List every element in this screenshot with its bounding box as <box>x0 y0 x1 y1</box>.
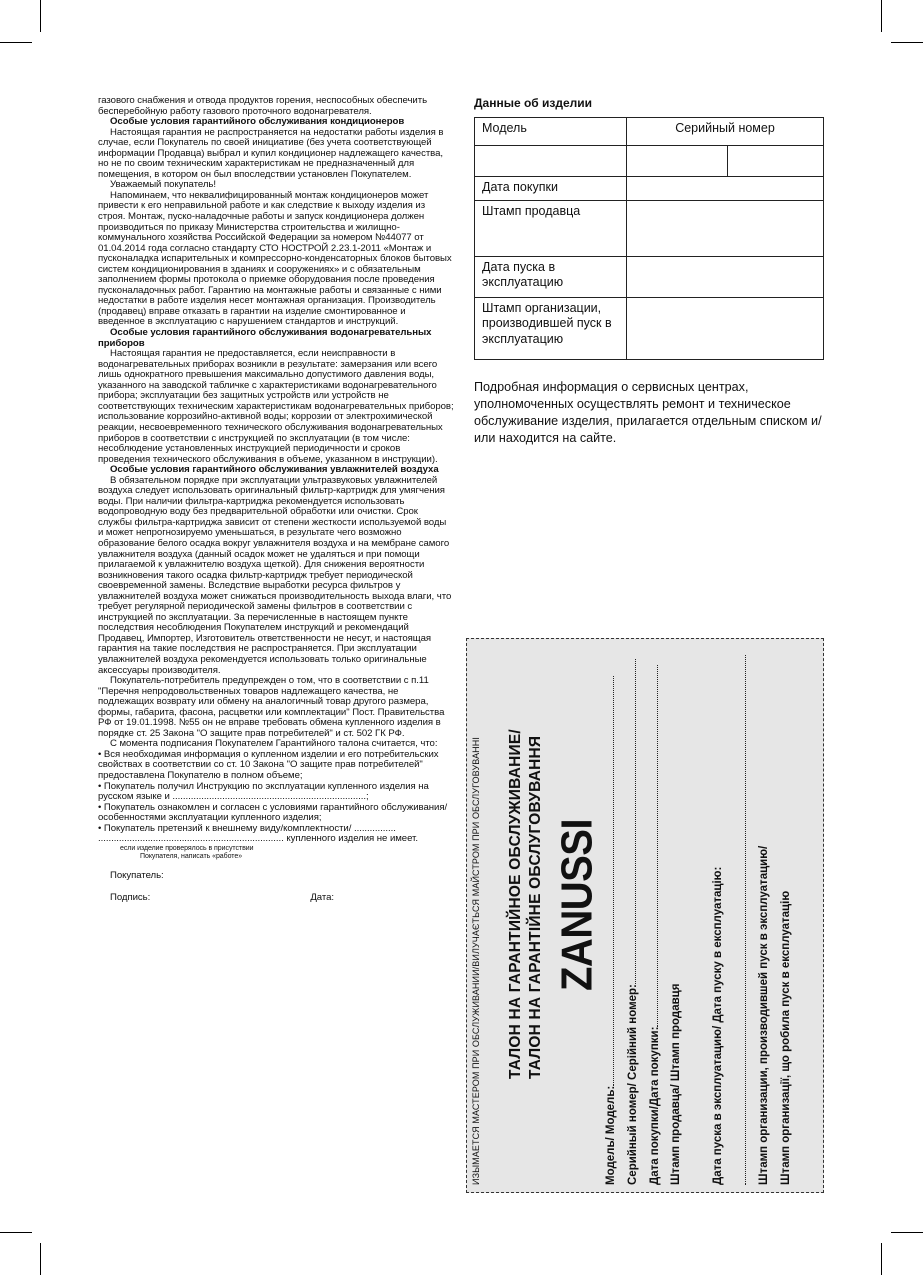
serial-value-cell[interactable] <box>627 146 728 177</box>
buyer-label: Покупатель: <box>110 869 164 881</box>
crop-mark <box>0 1232 32 1233</box>
crop-mark <box>0 42 32 43</box>
paragraph: Настоящая гарантия не распространяется на недостатки работы изделия в случае, если Покупатель по своей инициативе (без учета соответствующей информации Продавца) выбрал и купил кондиционер надлежащего качества, но не по своим техническим характеристикам не предназначенный для помещения, в котором он был впоследствии установлен Покупателем. <box>98 126 444 180</box>
service-info-text: Подробная информация о сервисных центрах, уполномоченных осуществлять ремонт и техническое обслуживание изделия, прилагается отдельным списком и/или находится на сайте. <box>474 380 822 445</box>
section-heading-ac: Особые условия гарантийного обслуживания кондиционеров <box>110 116 405 128</box>
footnote: если изделие проверялось в присутствии <box>120 844 254 852</box>
model-label: Модель <box>475 118 627 146</box>
paragraph: Настоящая гарантия не предоставляется, если неисправности в водонагревательных приборах возникли в результате: замерзания или всего лишь однократного превышения максимально допустимого давления воды, указанного на заводской табличке с характеристиками водонагревательного прибора; эксплуатации без защитных устройств или устройств не соответствующих техническим характеристикам водонагревательных приборов; использование коррозийно-активной воды; коррозии от электрохимической реакции, несвоевременного технического обслуживания водонагревательных приборов в соответствии с инструкцией по эксплуатации (в том числе: несоблюдение установленных инструкцией периодичности и сроков проведения технического обслуживания в объеме, указанном в инструкции). <box>98 348 454 465</box>
serial-label: Серийный номер <box>627 118 824 146</box>
coupon-strip-text: ИЗЫМАЕТСЯ МАСТЕРОМ ПРИ ОБСЛУЖИВАНИИ/ВИЛУЧАЄТЬСЯ МАЙСТРОМ ПРИ ОБСЛУГОВУВАННІ <box>471 737 481 1185</box>
date-label: Дата: <box>310 892 334 904</box>
bullet-item: • Вся необходимая информация о купленном изделии и его потребительских свойствах в соответствии со ст. 10 Закона "О защите прав потребителей" предоставлена Покупателю в полном объеме; <box>98 748 439 781</box>
crop-mark <box>40 1243 41 1275</box>
coupon-field-model: Модель/ Модель: <box>603 676 617 1185</box>
crop-mark <box>891 1232 923 1233</box>
coupon-field-org-ua: Штамп организації, що робила пуск в експлуатацію <box>780 890 792 1185</box>
coupon-field-start: Дата пуска в эксплуатацию/ Дата пуску в експлуатацію: <box>712 866 724 1185</box>
paragraph: Напоминаем, что неквалифицированный монтаж кондиционеров может привести к его неправильной работе и как следствие к выходу изделия из строя. Монтаж, пуско-наладочные работы и запуск кондиционера должен производиться по приказу Министерства строительства и жилищно-коммунального хозяйства Российской Федерации за номером №44077 от 01.04.2014 года согласно стандарту СТО НОСТРОЙ 2.23.1-2011 «Монтаж и пусконаладка испарительных и компрессорно-конденсаторных блоков бытовых систем кондиционирования в зданиях и сооружениях» и с обязательным заполнением формы протокола о приемке оборудования после проведения пусконаладочных работ. Гарантию на монтажные работы и связанные с ними недостатки в работе изделия несет монтажная организация. Производитель (продавец) вправе отказать в гарантии на изделие смонтированное и введенное в эксплуатацию с нарушением стандартов и инструкций. <box>98 189 452 328</box>
section-heading-water-heaters: Особые условия гарантийного обслуживания водонагревательных приборов <box>98 327 432 349</box>
coupon-title-ru: ТАЛОН НА ГАРАНТИЙНОЕ ОБСЛУЖИВАНИЕ/ <box>507 729 524 1079</box>
org-stamp-cell[interactable] <box>627 297 824 359</box>
paragraph: Покупатель-потребитель предупрежден о том, что в соответствии с п.11 "Перечня непродовольственных товаров надлежащего качества, не подлежащих возврату или обмену на аналогичный товар другого размера, формы, габарита, фасона, расцветки или комплектации" Пост. Правительства РФ от 19.01.1998. №55 он не вправе требовать обмена купленного изделия в порядке ст. 25 Закона "О защите прав потребителей" и ст. 502 ГК РФ. <box>98 675 445 739</box>
coupon-field-serial: Серийный номер/ Серійний номер: <box>625 659 639 1185</box>
product-data-table <box>474 117 824 360</box>
paragraph: Уважаемый покупатель! <box>110 179 216 191</box>
serial-value-cell[interactable] <box>728 146 824 177</box>
seller-stamp-label: Штамп продавца <box>475 201 627 256</box>
coupon-field-org-ru: Штамп организации, производившей пуск в эксплуатацию/ <box>758 845 770 1185</box>
crop-mark <box>891 42 923 43</box>
coupon-field-start-dots <box>735 655 749 1185</box>
bullet-item: • Покупатель получил Инструкцию по эксплуатации купленного изделия на русском языке и ..........................................................................; <box>98 780 429 803</box>
paragraph: газового снабжения и отвода продуктов горения, неспособных обеспечить бесперебойную работу газового проточного водонагревателя. <box>98 95 428 117</box>
coupon-field-purchase: Дата покупки/Дата покупки: <box>647 665 661 1185</box>
crop-mark <box>40 0 41 32</box>
zanussi-logo: ZANUSSI <box>553 818 602 991</box>
warranty-coupon <box>466 638 824 1193</box>
purchase-date-label: Дата покупки <box>475 177 627 201</box>
paragraph: В обязательном порядке при эксплуатации ультразвуковых увлажнителей воздуха следует использовать оригинальный фильтр-картридж для умягчения воды. При наличии фильтра-картриджа рекомендуется использовать водопроводную воду без предварительной обработки или очистки. Срок службы фильтра-картриджа зависит от степени жесткости используемой воды и может непрогнозируемо уменьшаться, в результате чего возможно образование белого осадка вокруг увлажнителя воздуха и на мембране самого увлажнителя воздуха (данный осадок может не удаляться и при помощи прилагаемой к увлажнителю воздуха щеткой). Для снижения вероятности возникновения такого осадка фильтр-картридж требует периодической своевременной замены. Вследствие выработки ресурса фильтров у увлажнителей воздуха может снижаться производительность выхода влаги, что требует регулярной периодической замены фильтров в соответствии с инструкцией по эксплуатации. За перечисленные в настоящем пункте последствия несоблюдения Покупателем инструкций и рекомендаций Продавец, Импортер, Изготовитель ответственности не несут, и настоящая гарантия на такие последствия не распространяется. При эксплуатации увлажнителей воздуха рекомендуется использовать только оригинальные аксессуары производителя. <box>98 474 452 676</box>
coupon-title-ua: ТАЛОН НА ГАРАНТІЙНЕ ОБСЛУГОВУВАННЯ <box>527 735 544 1079</box>
bullet-item-cont: ....................................................................... купленного изделия не имеет. <box>98 833 418 845</box>
coupon-field-seller: Штамп продавца/ Штамп продавця <box>670 983 682 1185</box>
crop-mark <box>881 1243 882 1275</box>
section-heading-humidifiers: Особые условия гарантийного обслуживания увлажнителей воздуха <box>110 464 439 476</box>
signature-row <box>110 893 334 904</box>
model-value-cell[interactable] <box>475 146 627 177</box>
start-date-label: Дата пуска в эксплуатацию <box>475 256 627 297</box>
bullet-item: • Покупатель ознакомлен и согласен с условиями гарантийного обслуживания/особенностями эксплуатации купленного изделия; <box>98 801 448 824</box>
paragraph: С момента подписания Покупателем Гарантийного талона считается, что: <box>110 738 438 750</box>
signature-label: Подпись: <box>110 892 151 904</box>
start-date-cell[interactable] <box>627 256 824 297</box>
footnote: Покупателя, написать «работе» <box>140 852 243 860</box>
product-data-title: Данные об изделии <box>474 96 593 110</box>
bullet-item: • Покупатель претензий к внешнему виду/комплектности/ ................ <box>98 822 396 834</box>
purchase-date-cell[interactable] <box>627 177 824 201</box>
warranty-terms-column <box>98 96 454 904</box>
org-stamp-label: Штамп организации, производившей пуск в эксплуатацию <box>475 297 627 359</box>
seller-stamp-cell[interactable] <box>627 201 824 256</box>
crop-mark <box>881 0 882 32</box>
